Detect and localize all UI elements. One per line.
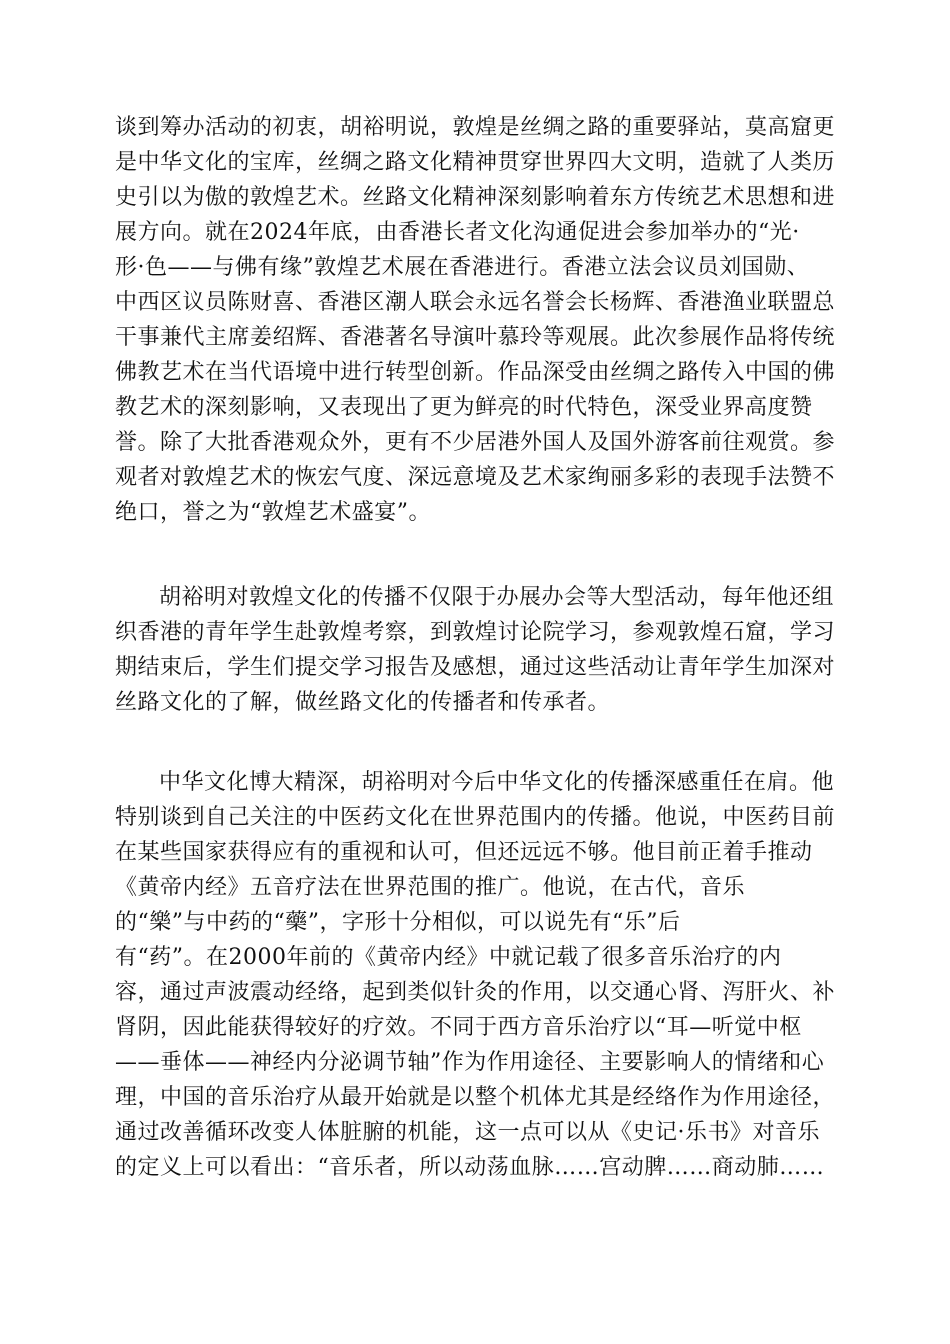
text-line: 肾阴，因此能获得较好的疗效。不同于西方音乐治疗以“耳—听觉中枢 [115, 1015, 802, 1040]
text-line: 中华文化博大精深，胡裕明对今后中华文化的传播深感重任在肩。他 [159, 770, 835, 795]
text-line: 胡裕明对敦煌文化的传播不仅限于办展办会等大型活动，每年他还组 [159, 585, 835, 610]
text-line: 有“药”。在2000年前的《黄帝内经》中就记载了很多音乐治疗的内 [115, 945, 782, 970]
text-line: 织香港的青年学生赴敦煌考察，到敦煌讨论院学习，参观敦煌石窟，学习 [115, 620, 836, 645]
text-line: 期结束后，学生们提交学习报告及感想，通过这些活动让青年学生加深对 [115, 655, 836, 680]
text-line: 观者对敦煌艺术的恢宏气度、深远意境及艺术家绚丽多彩的表现手法赞不 [115, 465, 836, 490]
text-line: 理，中国的音乐治疗从最开始就是以整个机体尤其是经络作为作用途径， [115, 1085, 836, 1110]
text-line: ——垂体——神经内分泌调节轴”作为作用途径、主要影响人的情绪和心 [115, 1050, 825, 1075]
text-line: 誉。除了大批香港观众外，更有不少居港外国人及国外游客前往观赏。参 [115, 430, 836, 455]
text-line: 《黄帝内经》五音疗法在世界范围的推广。他说，在古代，音乐 [115, 875, 746, 900]
text-line: 在某些国家获得应有的重视和认可，但还远远不够。他目前正着手推动 [115, 840, 813, 865]
text-line: 形·色——与佛有缘”敦煌艺术展在香港进行。香港立法会议员刘国勋、 [115, 255, 810, 280]
text-line: 的“樂”与中药的“藥”，字形十分相似，可以说先有“乐”后 [115, 910, 681, 935]
text-line: 教艺术的深刻影响，又表现出了更为鲜亮的时代特色，深受业界高度赞 [115, 395, 813, 420]
text-line: 是中华文化的宝库，丝绸之路文化精神贯穿世界四大文明，造就了人类历 [115, 150, 836, 175]
text-line: 特别谈到自己关注的中医药文化在世界范围内的传播。他说，中医药目前 [115, 805, 836, 830]
text-line: 中西区议员陈财喜、香港区潮人联会永远名誉会长杨辉、香港渔业联盟总 [115, 290, 836, 315]
text-line: 的定义上可以看出：“音乐者，所以动荡血脉……宫动脾……商动肺…… [115, 1155, 825, 1180]
text-line: 通过改善循环改变人体脏腑的机能，这一点可以从《史记·乐书》对音乐 [115, 1120, 820, 1145]
text-line: 史引以为傲的敦煌艺术。丝路文化精神深刻影响着东方传统艺术思想和进 [115, 185, 836, 210]
text-line: 绝口，誉之为“敦煌艺术盛宴”。 [115, 500, 431, 525]
text-line: 干事兼代主席姜绍辉、香港著名导演叶慕玲等观展。此次参展作品将传统 [115, 325, 836, 350]
text-line: 谈到筹办活动的初衷，胡裕明说，敦煌是丝绸之路的重要驿站，莫高窟更 [115, 115, 836, 140]
text-line: 丝路文化的了解，做丝路文化的传播者和传承者。 [115, 690, 611, 715]
text-line: 容，通过声波震动经络，起到类似针灸的作用，以交通心肾、泻肝火、补 [115, 980, 836, 1005]
text-line: 展方向。就在2024年底，由香港长者文化沟通促进会参加举办的“光· [115, 220, 800, 245]
text-line: 佛教艺术在当代语境中进行转型创新。作品深受由丝绸之路传入中国的佛 [115, 360, 836, 385]
